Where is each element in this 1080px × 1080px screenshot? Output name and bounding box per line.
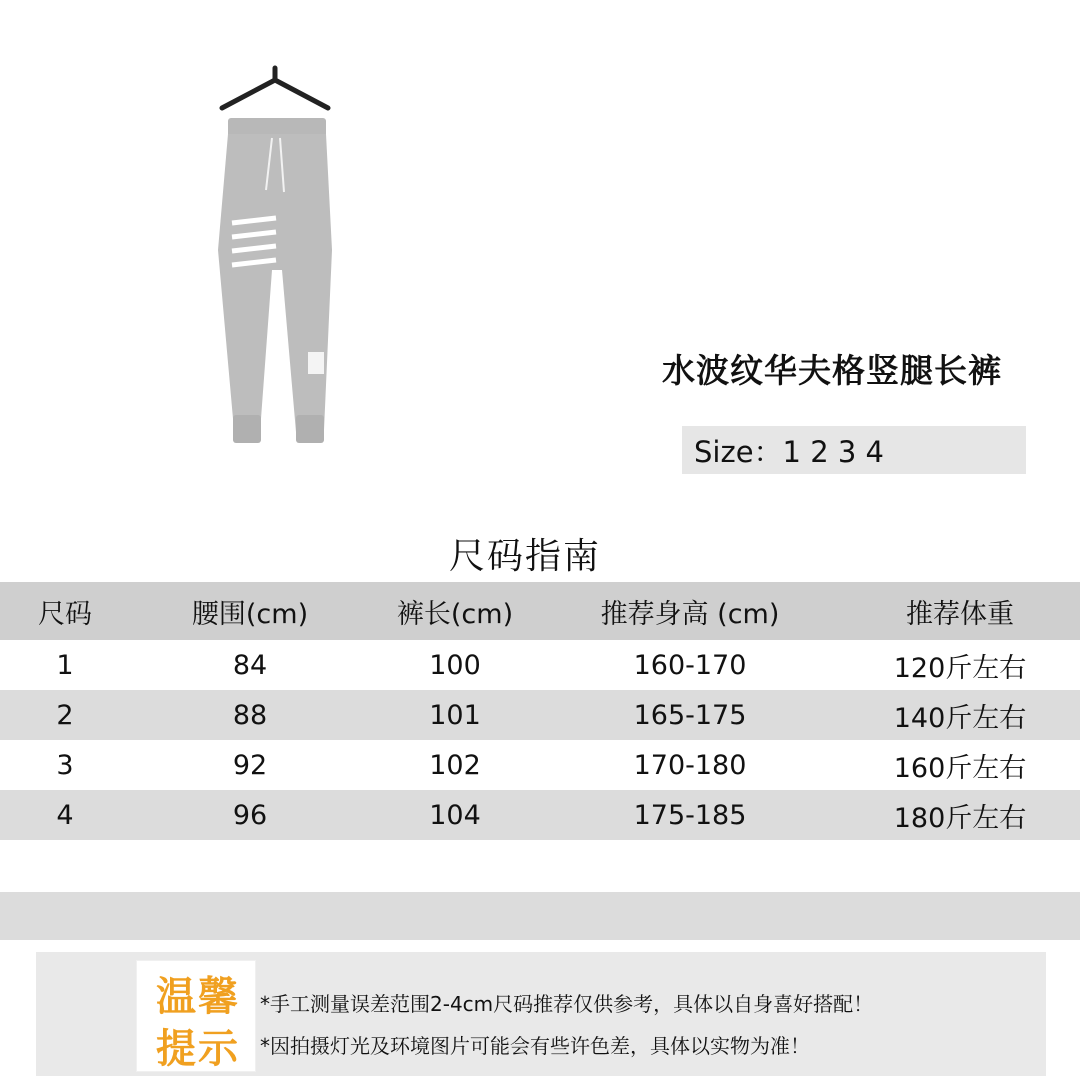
cell-length: 102 bbox=[429, 749, 481, 781]
header-waist: 腰围(cm) bbox=[130, 582, 370, 640]
cell-length: 101 bbox=[370, 690, 540, 740]
cell-weight: 180斤左右 bbox=[840, 790, 1080, 840]
cell-weight: 160斤左右 bbox=[893, 752, 1027, 784]
header-size: 尺码 bbox=[0, 582, 130, 640]
badge-line-1: 温馨 bbox=[156, 974, 240, 1020]
table-header-row bbox=[0, 582, 1080, 640]
size-box bbox=[682, 426, 1026, 474]
size-guide-title: 尺码指南 bbox=[448, 536, 601, 577]
notice-badge bbox=[136, 960, 256, 1072]
cell-size: 3 bbox=[56, 749, 74, 781]
size-table bbox=[0, 582, 1080, 840]
cell-length: 100 bbox=[429, 649, 481, 681]
pants-shape bbox=[218, 134, 332, 432]
table-row bbox=[0, 690, 1080, 740]
cell-weight: 120斤左右 bbox=[893, 652, 1027, 684]
size-values: 1 2 3 4 bbox=[782, 435, 884, 469]
cell-waist: 84 bbox=[232, 649, 268, 681]
cell-size: 1 bbox=[56, 649, 74, 681]
size-label: Size： bbox=[694, 435, 783, 469]
label-patch bbox=[308, 352, 324, 374]
product-image bbox=[200, 60, 350, 480]
cell-height: 160-170 bbox=[633, 649, 747, 681]
divider-bar bbox=[0, 892, 1080, 940]
table-row bbox=[0, 740, 1080, 790]
size-text bbox=[694, 430, 884, 471]
cell-waist: 88 bbox=[130, 690, 370, 740]
header-weight: 推荐体重 bbox=[840, 582, 1080, 640]
notice-box bbox=[36, 952, 1046, 1076]
badge-line-2: 提示 bbox=[156, 1026, 240, 1072]
notice-line-2: *因拍摄灯光及环境图片可能会有些许色差，具体以实物为准！ bbox=[260, 1034, 810, 1058]
table-row bbox=[0, 790, 1080, 840]
cell-waist: 96 bbox=[130, 790, 370, 840]
notice-line-1: *手工测量误差范围2-4cm尺码推荐仅供参考，具体以自身喜好搭配！ bbox=[260, 992, 874, 1016]
cell-size: 2 bbox=[0, 690, 130, 740]
cell-waist: 92 bbox=[232, 749, 268, 781]
cell-height: 165-175 bbox=[540, 690, 840, 740]
header-length: 裤长(cm) bbox=[370, 582, 540, 640]
cell-size: 4 bbox=[0, 790, 130, 840]
table-row bbox=[0, 640, 1080, 690]
cell-length: 104 bbox=[370, 790, 540, 840]
header-height: 推荐身高 (cm) bbox=[540, 582, 840, 640]
cell-height: 170-180 bbox=[633, 749, 747, 781]
cell-weight: 140斤左右 bbox=[840, 690, 1080, 740]
cell-height: 175-185 bbox=[540, 790, 840, 840]
product-title: 水波纹华夫格竖腿长裤 bbox=[662, 351, 1002, 390]
hanger-icon bbox=[222, 68, 328, 108]
